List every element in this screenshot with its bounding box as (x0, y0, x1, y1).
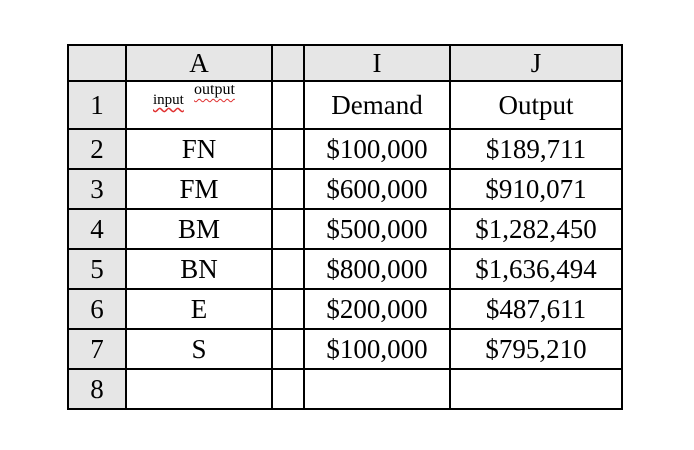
row-header-8[interactable]: 8 (68, 369, 126, 409)
table-row (68, 289, 622, 329)
cell-j5[interactable]: $1,636,494 (450, 249, 622, 289)
hidden-columns-gap[interactable] (272, 45, 304, 81)
row-header-3[interactable]: 3 (68, 169, 126, 209)
cell-i4[interactable]: $500,000 (304, 209, 450, 249)
table-row (68, 81, 622, 129)
table-row (68, 209, 622, 249)
table-row (68, 129, 622, 169)
cell-gap-7[interactable] (272, 329, 304, 369)
cell-j3[interactable]: $910,071 (450, 169, 622, 209)
cell-a5[interactable]: BN (126, 249, 272, 289)
cell-j4[interactable]: $1,282,450 (450, 209, 622, 249)
cell-gap-3[interactable] (272, 169, 304, 209)
row-header-7[interactable]: 7 (68, 329, 126, 369)
cell-j6[interactable]: $487,611 (450, 289, 622, 329)
cell-i5[interactable]: $800,000 (304, 249, 450, 289)
cell-a1[interactable] (126, 81, 272, 129)
table-row (68, 329, 622, 369)
spreadsheet-grid (67, 44, 623, 410)
row-header-5[interactable]: 5 (68, 249, 126, 289)
cell-j8[interactable] (450, 369, 622, 409)
cell-gap-6[interactable] (272, 289, 304, 329)
cell-j7[interactable]: $795,210 (450, 329, 622, 369)
row-header-1[interactable]: 1 (68, 81, 126, 129)
cell-j1[interactable]: Output (450, 81, 622, 129)
cell-i6[interactable]: $200,000 (304, 289, 450, 329)
cell-i1[interactable]: Demand (304, 81, 450, 129)
table-row (68, 369, 622, 409)
cell-gap-2[interactable] (272, 129, 304, 169)
cell-i7[interactable]: $100,000 (304, 329, 450, 369)
row-header-6[interactable]: 6 (68, 289, 126, 329)
row-header-2[interactable]: 2 (68, 129, 126, 169)
column-header-j[interactable]: J (450, 45, 622, 81)
cell-a4[interactable]: BM (126, 209, 272, 249)
row-header-4[interactable]: 4 (68, 209, 126, 249)
table-row (68, 169, 622, 209)
cell-gap-5[interactable] (272, 249, 304, 289)
select-all-corner[interactable] (68, 45, 126, 81)
output-label: output (194, 81, 235, 98)
column-header-a[interactable]: A (126, 45, 272, 81)
cell-a2[interactable]: FN (126, 129, 272, 169)
cell-a7[interactable]: S (126, 329, 272, 369)
cell-i8[interactable] (304, 369, 450, 409)
cell-a1-text (149, 82, 249, 118)
cell-a6[interactable]: E (126, 289, 272, 329)
cell-i3[interactable]: $600,000 (304, 169, 450, 209)
cell-a3[interactable]: FM (126, 169, 272, 209)
input-label: input (153, 92, 184, 108)
cell-a8[interactable] (126, 369, 272, 409)
cell-i2[interactable]: $100,000 (304, 129, 450, 169)
cell-gap-8[interactable] (272, 369, 304, 409)
column-header-row (68, 45, 622, 81)
cell-gap-4[interactable] (272, 209, 304, 249)
cell-gap-1[interactable] (272, 81, 304, 129)
table-row (68, 249, 622, 289)
cell-j2[interactable]: $189,711 (450, 129, 622, 169)
column-header-i[interactable]: I (304, 45, 450, 81)
